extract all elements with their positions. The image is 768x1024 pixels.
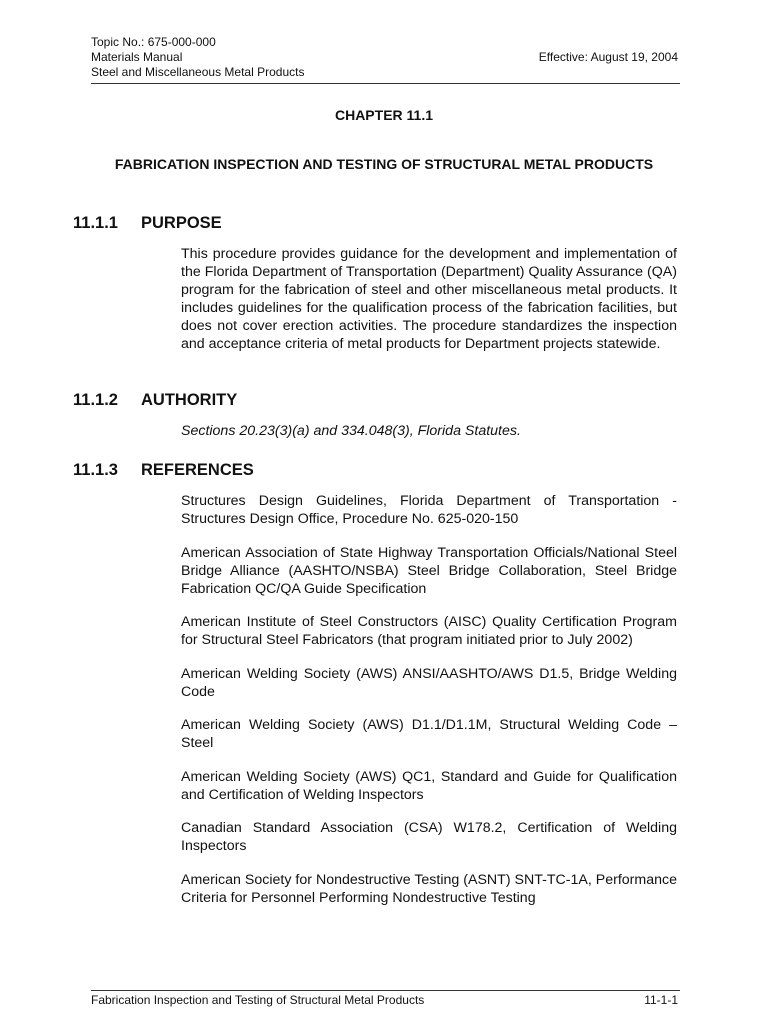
section-title: REFERENCES (141, 461, 254, 479)
header-effective-date: Effective: August 19, 2004 (538, 50, 678, 64)
header-subject: Steel and Miscellaneous Metal Products (91, 65, 305, 79)
reference-item: Canadian Standard Association (CSA) W178.2, Certification of Welding Inspectors (181, 820, 677, 854)
section-number: 11.1.2 (73, 391, 118, 409)
section-heading-references (73, 460, 254, 480)
references-list (181, 492, 677, 922)
reference-item: American Welding Society (AWS) ANSI/AASHTO/AWS D1.5, Bridge Welding Code (181, 665, 677, 700)
footer-page-number: 11-1-1 (644, 993, 678, 1007)
page-footer (91, 990, 680, 1008)
section-title: PURPOSE (141, 214, 222, 232)
header-manual: Materials Manual (91, 50, 183, 64)
document-title: FABRICATION INSPECTION AND TESTING OF STRUCTURAL METAL PRODUCTS (114, 156, 654, 172)
section-number: 11.1.3 (73, 461, 118, 479)
purpose-paragraph: This procedure provides guidance for the development and implementation of the Florida Department of Transportation (Department) Quality Assurance (QA) program for the fabrication of steel and other miscellaneous metal products. It includes guidelines for the qualification process of the fabrication facilities, but does not cover erection activities. The procedure standardizes the inspection and acceptance criteria of metal products for Department projects statewide. (181, 246, 677, 352)
reference-item: American Welding Society (AWS) D1.1/D1.1M, Structural Welding Code – Steel (181, 717, 677, 751)
page-header (91, 35, 680, 84)
chapter-label: CHAPTER 11.1 (334, 107, 434, 123)
section-title: AUTHORITY (141, 391, 238, 409)
reference-item: American Society for Nondestructive Testing (ASNT) SNT-TC-1A, Performance Criteria for Personnel Performing Nondestructive Testing (181, 871, 677, 906)
reference-item: American Institute of Steel Constructors (AISC) Quality Certification Program for Structural Steel Fabricators (that program initiated prior to July 2002) (181, 614, 677, 648)
section-heading-purpose (73, 213, 222, 233)
footer-title: Fabrication Inspection and Testing of Structural Metal Products (91, 993, 425, 1007)
reference-item: American Welding Society (AWS) QC1, Standard and Guide for Qualification and Certification of Welding Inspectors (181, 768, 677, 803)
reference-item: Structures Design Guidelines, Florida Department of Transportation - Structures Design Office, Procedure No. 625-020-150 (181, 493, 677, 527)
authority-paragraph: Sections 20.23(3)(a) and 334.048(3), Florida Statutes. (181, 423, 521, 439)
header-topic: Topic No.: 675-000-000 (91, 35, 216, 49)
section-number: 11.1.1 (73, 214, 118, 232)
reference-item: American Association of State Highway Transportation Officials/National Steel Bridge Alliance (AASHTO/NSBA) Steel Bridge Collaboration, Steel Bridge Fabrication QC/QA Guide Specification (181, 544, 677, 597)
section-heading-authority (73, 390, 237, 410)
